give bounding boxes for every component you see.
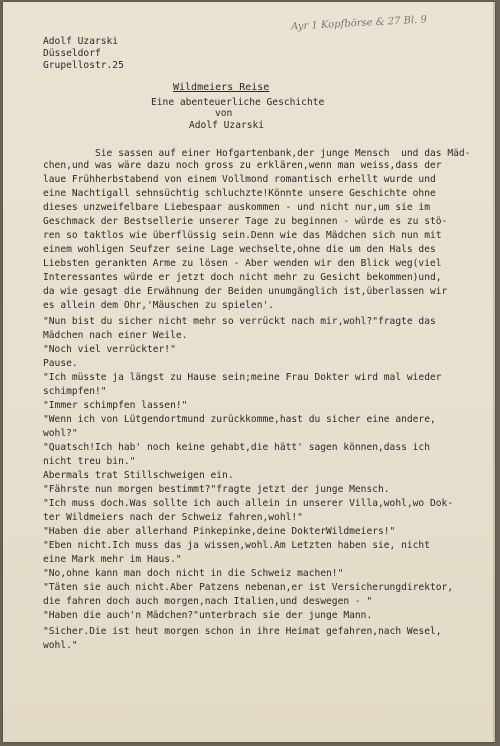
body-line: "Eben nicht.Ich muss das ja wissen,wohl.Am Letzten haben sie, nicht bbox=[43, 540, 430, 551]
body-line: "Haben die auch'n Mädchen?"unterbrach sie der junge Mann. bbox=[43, 610, 373, 621]
body-line: es allein dem Ohr,'Mäuschen zu spielen'. bbox=[43, 300, 275, 311]
body-line: nicht treu bin." bbox=[43, 456, 136, 467]
body-line: da wie gesagt die Erwähnung der Beiden unumgänglich ist,überlassen wir bbox=[43, 286, 448, 297]
body-line: wohl." bbox=[43, 640, 78, 651]
body-line: ren so taktlos wie überflüssig sein.Denn wie das Mädchen sich nun mit bbox=[43, 230, 442, 241]
body-line: "Wenn ich von Lütgendortmund zurückkomme,hast du sicher eine andere, bbox=[43, 414, 436, 425]
body-line: "Täten sie auch nicht.Aber Patzens nebenan,er ist Versicherungdirektor, bbox=[43, 582, 454, 593]
body-line: "Ich muss doch.Was sollte ich auch allein in unserer Villa,wohl,wo Dok- bbox=[43, 498, 454, 509]
body-line: wohl?" bbox=[43, 428, 78, 439]
body-line: "Haben die aber allerhand Pinkepinke,deine DokterWildmeiers!" bbox=[43, 526, 396, 537]
body-line: chen,und was wäre dazu noch gross zu erklären,wenn man weiss,dass der bbox=[43, 160, 442, 171]
body-line: Interessantes würde er jetzt doch nicht mehr zu Gesicht bekommen)und, bbox=[43, 272, 442, 283]
story-subtitle: Eine abenteuerliche Geschichte bbox=[151, 97, 325, 108]
body-line: schimpfen!" bbox=[43, 386, 107, 397]
body-line: Geschmack der Bestsellerie unserer Tage zu beginnen - würde es zu stö- bbox=[43, 216, 448, 227]
document-text bbox=[3, 2, 493, 742]
handwritten-archive-note: Ayr 1 Kopfbörse & 27 Bl. 9 bbox=[290, 14, 428, 33]
body-line: Sie sassen auf einer Hofgartenbank,der junge Mensch und das Mäd- bbox=[43, 148, 471, 159]
body-line: "Nun bist du sicher nicht mehr so verrückt nach mir,wohl?"fragte das bbox=[43, 316, 436, 327]
body-line: eine Mark mehr im Haus." bbox=[43, 554, 182, 565]
body-line: dieses unzweifelbare Liebespaar auskommen - und nicht nur,um sie im bbox=[43, 202, 430, 213]
body-line: eine Nachtigall sehnsüchtig schluchzte!Könnte unsere Geschichte ohne bbox=[43, 188, 436, 199]
body-line: "Sicher.Die ist heut morgen schon in ihre Heimat gefahren,nach Wesel, bbox=[43, 626, 442, 637]
address-name: Adolf Uzarski bbox=[43, 36, 119, 47]
body-line: "Noch viel verrückter!" bbox=[43, 344, 176, 355]
body-line: Abermals trat Stillschweigen ein. bbox=[43, 470, 234, 481]
body-line: Liebsten gerankten Arme zu lösen - Aber wenden wir den Blick weg(viel bbox=[43, 258, 442, 269]
body-line: Mädchen nach einer Weile. bbox=[43, 330, 188, 341]
story-title: Wildmeiers Reise bbox=[173, 82, 270, 93]
body-line: "Fährste nun morgen bestimmt?"fragte jetzt der junge Mensch. bbox=[43, 484, 390, 495]
body-line: Pause. bbox=[43, 358, 78, 369]
body-line: ter Wildmeiers nach der Schweiz fahren,wohl!" bbox=[43, 512, 303, 523]
body-line: die fahren doch auch morgen,nach Italien,und deswegen - " bbox=[43, 596, 373, 607]
typewritten-page bbox=[3, 2, 495, 742]
address-street: Grupellostr.25 bbox=[43, 60, 124, 71]
body-line: laue Frühherbstabend von einem Vollmond romantisch erhellt wurde und bbox=[43, 174, 436, 185]
address-city: Düsseldorf bbox=[43, 48, 101, 59]
body-line: "No,ohne kann man doch nicht in die Schweiz machen!" bbox=[43, 568, 344, 579]
story-author: Adolf Uzarski bbox=[189, 120, 265, 131]
body-line: "Immer schimpfen lassen!" bbox=[43, 400, 188, 411]
story-byline-von: von bbox=[215, 108, 233, 119]
body-line: "Ich müsste ja längst zu Hause sein;meine Frau Dokter wird mal wieder bbox=[43, 372, 442, 383]
body-line: "Quatsch!Ich hab' noch keine gehabt,die hätt' sagen können,dass ich bbox=[43, 442, 430, 453]
body-line: einem wohligen Seufzer seine Lage wechselte,ohne die um den Hals des bbox=[43, 244, 436, 255]
